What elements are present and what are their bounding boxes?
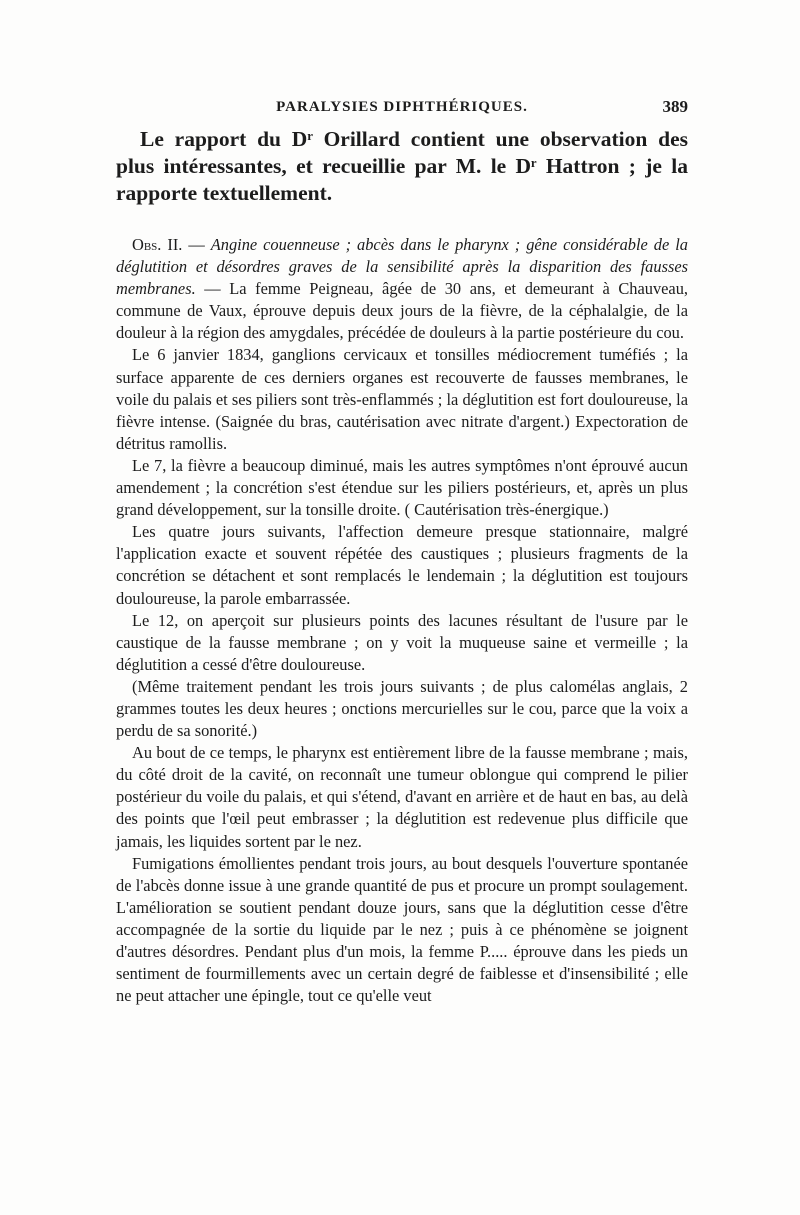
observation-paragraph: Au bout de ce temps, le pharynx est entièrement libre de la fausse membrane ; mais, du côté droit de la cavité, on reconnaît une tumeur oblongue qui comprend le pilier postérieur du voile du palais, et qui s'étend, d'avant en arrière et de haut en bas, au delà des points que l'œil peut embrasser ; la déglutition est redevenue plus difficile que jamais, les liquides sortent par le nez. bbox=[116, 743, 688, 851]
page-number: 389 bbox=[662, 97, 688, 116]
observation-paragraph: Le 7, la fièvre a beaucoup diminué, mais les autres symptômes n'ont éprouvé aucun amendement ; la concrétion s'est étendue sur les piliers postérieurs, et, après un plus grand développement, sur la tonsille droite. ( Cautérisation très-énergique.) bbox=[116, 455, 688, 520]
observation-paragraph: Les quatre jours suivants, l'affection demeure presque stationnaire, malgré l'application exacte et souvent répétée des caustiques ; plusieurs fragments de la concrétion se détachent et sont remplacés le lendemain ; la déglutition est toujours douloureuse, la parole embarrassée. bbox=[116, 522, 688, 608]
observation-block bbox=[116, 234, 688, 1007]
observation-title: Angine couenneuse ; abcès dans le pharynx ; gêne considérable de la déglutition et désordres graves de la sensibilité après la disparition des fausses membranes. bbox=[116, 235, 688, 299]
observation-paragraph: Le 6 janvier 1834, ganglions cervicaux et tonsilles médiocrement tuméfiés ; la surface apparente de ces derniers organes est recouverte de fausses membranes, le voile du palais et ses piliers sont très-enflammés ; la déglutition est fort douloureuse, la fièvre intense. (Saignée du bras, cautérisation avec nitrate d'argent.) Expectoration de détritus ramollis. bbox=[116, 345, 688, 453]
observation-paragraph: — La femme Peigneau, âgée de 30 ans, et demeurant à Chauveau, commune de Vaux, éprouve depuis deux jours de la fièvre, de la céphalalgie, de la douleur à la région des amygdales, précédée de douleurs à la partie postérieure du cou. bbox=[116, 279, 688, 343]
running-title: PARALYSIES DIPHTHÉRIQUES. bbox=[276, 99, 528, 115]
observation-heading-paragraph bbox=[116, 234, 688, 344]
observation-paragraph: (Même traitement pendant les trois jours suivants ; de plus calomélas anglais, 2 grammes toutes les deux heures ; onctions mercurielles sur le cou, parce que la voix a perdu de sa sonorité.) bbox=[116, 676, 688, 741]
page-header bbox=[116, 95, 688, 119]
observation-label: Obs. II. — bbox=[132, 235, 205, 254]
observation-paragraph: Fumigations émollientes pendant trois jours, au bout desquels l'ouverture spontanée de l'abcès donne issue à une grande quantité de pus et procure un prompt soulagement. L'amélioration se soutient pendant douze jours, sans que la déglutition cesse d'être accompagnée de la sortie du liquide par le nez ; puis à ce phénomène se joignent d'autres désordres. Pendant plus d'un mois, la femme P..... éprouve dans les pieds un sentiment de fourmillements avec un certain degré de faiblesse et d'insensibilité ; elle ne peut attacher une épingle, tout ce qu'elle veut bbox=[116, 853, 688, 1006]
observation-paragraph: Le 12, on aperçoit sur plusieurs points des lacunes résultant de l'usure par le caustique de la fausse membrane ; on y voit la muqueuse saine et vermeille ; la déglutition a cessé d'être douloureuse. bbox=[116, 610, 688, 674]
intro-paragraph: Le rapport du Dʳ Orillard contient une observation des plus intéressantes, et recueillie par M. le Dʳ Hattron ; je la rapporte textuellement. bbox=[116, 127, 688, 205]
